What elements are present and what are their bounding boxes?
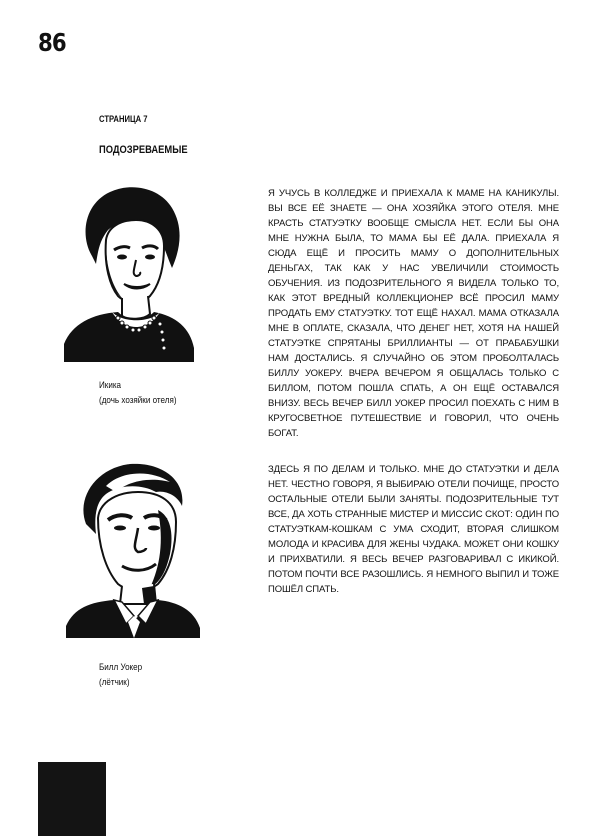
page-number: 86 [38, 28, 66, 57]
suspect-portrait-woman [62, 184, 196, 362]
suspect-caption-2 [99, 660, 142, 690]
section-title: ПОДОЗРЕВАЕМЫЕ [99, 144, 188, 156]
suspect-testimony-2 [268, 462, 559, 597]
section-label: СТРАНИЦА 7 [99, 114, 148, 124]
testimony-text: ЗДЕСЬ Я ПО ДЕЛАМ И ТОЛЬКО. МНЕ ДО СТАТУЭТКИ И ДЕЛА НЕТ. ЧЕСТНО ГОВОРЯ, Я ВЫБИРАЮ ОТЕЛИ ПОЧИЩЕ, ПРОСТО ОСТАЛЬНЫЕ ОТЕЛИ БЫЛИ ЗАНЯТЫ. ПОДОЗРИТЕЛЬНЫЕ ТУТ ВСЕ, ДА ХОТЬ СТРАННЫЕ МИСТЕР И МИССИС СКОТ: ОДИН ПО СТАТУЭТКАМ-КОШКАМ С УМА СХОДИТ, ВТОРАЯ СЛИШКОМ МОЛОДА И КРАСИВА ДЛЯ ЖЕНЫ ЧУДАКА. МОЖЕТ ОНИ КОШКУ И ПРИХВАТИЛИ. Я ВЕСЬ ВЕЧЕР РАЗГОВАРИВАЛ С ИКИКОЙ. ПОТОМ ПОЧТИ ВСЕ РАЗОШЛИСЬ. Я НЕМНОГО ВЫПИЛ И ТОЖЕ ПОШЁЛ СПАТЬ. [268, 464, 559, 595]
corner-block [38, 762, 106, 836]
suspect-testimony-1 [268, 186, 559, 441]
suspect-role: (лётчик) [99, 677, 130, 688]
suspect-name: Икика [99, 380, 122, 391]
suspect-portrait-man [66, 462, 202, 638]
suspect-caption-1 [99, 378, 177, 408]
suspect-name: Билл Уокер [99, 662, 143, 673]
suspect-role: (дочь хозяйки отеля) [99, 395, 177, 406]
testimony-text: Я УЧУСЬ В КОЛЛЕДЖЕ И ПРИЕХАЛА К МАМЕ НА КАНИКУЛЫ. ВЫ ВСЕ ЕЁ ЗНАЕТЕ — ОНА ХОЗЯЙКА ЭТОГО ОТЕЛЯ. МНЕ КРАСТЬ СТАТУЭТКУ ВООБЩЕ СМЫСЛА НЕТ. ЕСЛИ БЫ ОНА МНЕ НУЖНА БЫЛА, ТО МАМА БЫ ЕЁ ДАЛА. ПРИЕХАЛА Я СЮДА ЕЩЁ И ПРОСИТЬ МАМУ О ДОПОЛНИТЕЛЬНЫХ ДЕНЬГАХ, ТАК КАК У НАС УВЕЛИЧИЛИ СТОИМОСТЬ ОБУЧЕНИЯ. ИЗ ПОДОЗРИТЕЛЬНОГО Я ВИДЕЛА ТОЛЬКО ТО, КАК ЭТОТ ВРЕДНЫЙ КОЛЛЕКЦИОНЕР ВСЁ ПРОСИЛ МАМУ ПРОДАТЬ ЕМУ СТАТУЭТКУ. ТОТ ЕЩЁ НАХАЛ. МАМА ОТКАЗАЛА МНЕ В ОПЛАТЕ, СКАЗАЛА, ЧТО ДЕНЕГ НЕТ, ХОТЯ НА НАШЕЙ СТАТУЭТКЕ СПРЯТАНЫ БРИЛЛИАНТЫ — ОТ ПРАБАБУШКИ НАМ ДОСТАЛИСЬ. Я СЛУЧАЙНО ОБ ЭТОМ ПРОБОЛТАЛАСЬ БИЛЛУ УОКЕРУ. ВЧЕРА ВЕЧЕРОМ Я ОБЩАЛАСЬ ТОЛЬКО С БИЛЛОМ, ПОТОМ ПОШЛА СПАТЬ, А ОН ЕЩЁ ОСТАВАЛСЯ ВНИЗУ. ВЕСЬ ВЕЧЕР БИЛЛ УОКЕР ПРОСИЛ ПОЕХАТЬ С НИМ В КРУГОСВЕТНОЕ ПУТЕШЕСТВИЕ И ГОВОРИЛ, ЧТО ОЧЕНЬ БОГАТ. [268, 188, 559, 439]
